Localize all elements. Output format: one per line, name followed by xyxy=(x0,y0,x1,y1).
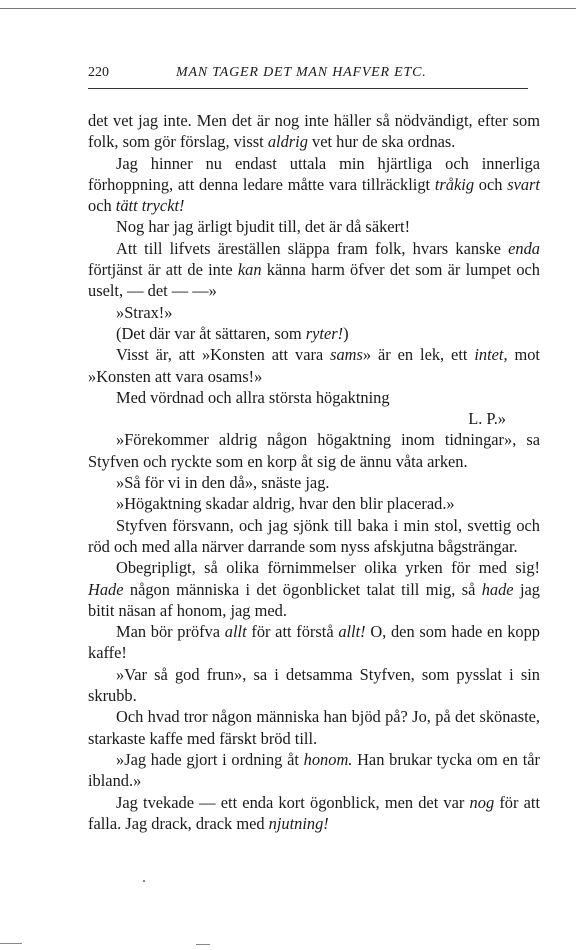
text-run: »Förekommer aldrig någon högaktning inom tidningar», sa Styfven och ryckte som en korp åt sig de ännu våta arken. xyxy=(88,430,540,471)
italic-text: aldrig xyxy=(267,132,308,152)
text-run: Styfven försvann, och jag sjönk till baka i min stol, svettig och röd och med alla närver darrande som nyss afskjutna bågsträngar. xyxy=(88,515,540,556)
paragraph xyxy=(88,429,540,472)
italic-text: intet, xyxy=(474,345,508,365)
text-run: »Så för vi in den då», snäste jag. xyxy=(116,473,330,493)
paragraph xyxy=(88,344,540,387)
text-run: O, den som hade en kopp kaffe! xyxy=(88,622,540,663)
italic-text: enda xyxy=(508,238,540,258)
paragraph xyxy=(88,792,540,835)
paragraph xyxy=(88,153,540,217)
text-run: jag bitit näsan af honom, jag med. xyxy=(88,579,540,620)
italic-text: ryter! xyxy=(305,323,344,343)
text-run: mot »Konsten att vara osams!» xyxy=(88,345,540,386)
italic-text: honom. xyxy=(303,749,353,769)
text-run: Man bör pröfva xyxy=(116,622,225,642)
paragraph xyxy=(88,472,540,493)
italic-text: kan xyxy=(237,260,262,280)
text-run: och xyxy=(474,174,508,194)
text-run: känna harm öfver det som är lumpet och uselt, — det — —» xyxy=(88,260,540,301)
paragraph xyxy=(88,493,540,514)
italic-text: allt! xyxy=(338,622,366,642)
text-run: Jag hinner nu endast uttala min hjärtliga och innerliga förhoppning, att denna ledare måtte vara tillräckligt xyxy=(88,153,540,194)
print-speck xyxy=(196,944,210,945)
text-run: för att förstå xyxy=(246,622,339,642)
italic-text: Hade xyxy=(88,579,124,599)
paragraph xyxy=(88,664,540,707)
text-run: L. P.» xyxy=(468,409,506,429)
italic-text: njutning! xyxy=(268,813,329,833)
italic-text: tråkig xyxy=(434,174,475,194)
paragraph xyxy=(88,302,540,323)
paragraph xyxy=(88,110,540,153)
paragraph xyxy=(88,557,540,621)
paragraph xyxy=(88,621,540,664)
paragraph xyxy=(88,706,540,749)
text-run: Jag tvekade — ett enda kort ögonblick, men det var xyxy=(116,792,470,812)
italic-text: nog xyxy=(469,792,495,812)
italic-text: tätt tryckt! xyxy=(115,196,185,216)
italic-text: allt xyxy=(224,622,247,642)
text-run: Obegripligt, så olika förnimmelser olika yrken för med sig! xyxy=(116,558,540,578)
paragraph xyxy=(88,238,540,302)
text-run: Med vördnad och allra största högaktning xyxy=(116,387,390,407)
text-run: Nog har jag ärligt bjudit till, det är då säkert! xyxy=(116,217,411,237)
text-run: (Det där var åt sättaren, som xyxy=(116,323,306,343)
italic-text: sams xyxy=(330,345,363,365)
italic-text: hade xyxy=(481,579,514,599)
text-run: »Högaktning skadar aldrig, hvar den blir placerad.» xyxy=(116,494,455,514)
running-title: MAN TAGER DET MAN HAFVER ETC. xyxy=(176,65,427,80)
text-run: Han brukar tycka om en tår ibland.» xyxy=(88,749,540,791)
text-run: vet hur de ska ordnas. xyxy=(307,132,456,152)
text-run: och xyxy=(88,196,116,216)
body-text xyxy=(88,110,540,834)
text-run: det vet jag inte. Men det är nog inte häller så nödvändigt, efter som folk, som gör förslag, visst xyxy=(88,111,540,152)
text-run: »Strax!» xyxy=(116,302,173,322)
header-rule xyxy=(88,88,528,89)
paragraph xyxy=(88,387,540,408)
text-run: »Var så god frun», sa i detsamma Styfven, som pysslat i sin skrubb. xyxy=(88,664,540,706)
paragraph xyxy=(88,323,540,344)
paragraph xyxy=(88,749,540,792)
text-run: Och hvad tror någon människa han bjöd på? Jo, på det skönaste, starkaste kaffe med färskt bröd till. xyxy=(88,707,540,748)
print-speck xyxy=(0,943,22,944)
italic-text: svart xyxy=(507,174,540,194)
text-run: Visst är, att »Konsten att vara xyxy=(116,345,331,365)
text-run: »Jag hade gjort i ordning åt xyxy=(116,749,304,769)
text-run: för att falla. Jag drack, drack med xyxy=(88,792,540,833)
text-run: någon människa i det ögonblicket talat till mig, så xyxy=(123,579,482,599)
paragraph xyxy=(88,408,540,429)
text-run: Att till lifvets äreställen släppa fram folk, hvars kanske xyxy=(116,238,509,258)
text-run: » är en lek, ett xyxy=(362,345,475,365)
text-run: ) xyxy=(343,323,349,343)
paragraph xyxy=(88,515,540,558)
print-speck xyxy=(143,880,145,882)
text-run: förtjänst är att de inte xyxy=(88,260,238,280)
top-edge-rule xyxy=(0,8,576,9)
page-number: 220 xyxy=(88,65,109,80)
paragraph xyxy=(88,216,540,237)
